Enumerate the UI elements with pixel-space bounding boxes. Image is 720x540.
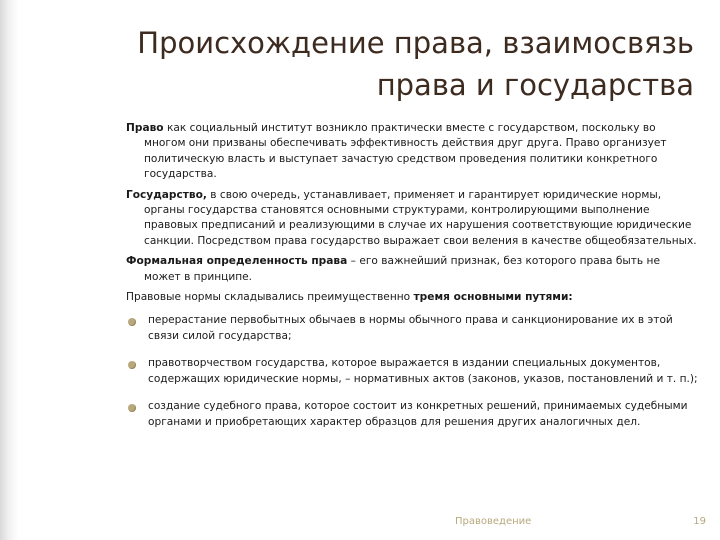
- slide-title: [94, 22, 694, 106]
- bullet-icon: [128, 404, 136, 412]
- list-item-text: перерастание первобытных обычаев в нормы обычного права и санкционирование их в этой связи силой государства;: [148, 314, 673, 342]
- slide-title-line-1: Происхождение права, взаимосвязь: [137, 26, 694, 60]
- paragraph-law-lead: Право: [126, 122, 164, 134]
- list-item-text: правотворчеством государства, которое выражается в издании специальных документов, содержащих юридические нормы, – нормативных актов (законов, указов, постановлений и т. п.);: [148, 357, 698, 385]
- list-item: [126, 356, 698, 387]
- paragraph-law: [126, 121, 698, 183]
- list-item-text: создание судебного права, которое состоит из конкретных решений, принимаемых судебными органами и приобретающих характер образцов для решения других аналогичных дел.: [148, 400, 688, 428]
- bullet-icon: [128, 361, 136, 369]
- paragraph-state-lead: Государство,: [126, 188, 207, 201]
- slide-edge-shadow: [0, 0, 18, 540]
- paths-intro-bold: тремя основными путями:: [413, 291, 573, 304]
- paragraph-law-text: как социальный институт возникло практически вместе с государством, поскольку во многом они призваны обеспечивать эффективность действия друг друга. Право организует политическую власть и выступает зачастую средством проведения политики конкретного государства.: [144, 122, 667, 181]
- paragraph-formal-certainty-text: – его важнейший признак, без которого права быть не может в принципе.: [144, 255, 660, 283]
- paths-list: [126, 313, 698, 429]
- page-number: 19: [693, 516, 706, 527]
- paragraph-formal-certainty: [126, 254, 698, 285]
- list-item: [126, 313, 698, 344]
- paths-intro-text: Правовые нормы складывались преимущественно: [126, 291, 414, 304]
- footer-subject: Правоведение: [455, 516, 532, 527]
- paragraph-state-text: в свою очередь, устанавливает, применяет и гарантирует юридические нормы, органы государства становятся основными структурами, контролирующими выполнение правовых предписаний и реализующими в случае их нарушения соответствующие юридические санкции. Посредством права государство выражает свои веления в качестве общеобязательных.: [144, 188, 697, 247]
- bullet-icon: [128, 318, 136, 326]
- slide-body: [126, 121, 698, 442]
- paths-intro: [126, 290, 698, 305]
- paragraph-formal-certainty-lead: Формальная определенность права: [126, 255, 348, 268]
- list-item: [126, 399, 698, 430]
- paragraph-state: [126, 188, 698, 250]
- slide-title-line-2: права и государства: [376, 68, 694, 102]
